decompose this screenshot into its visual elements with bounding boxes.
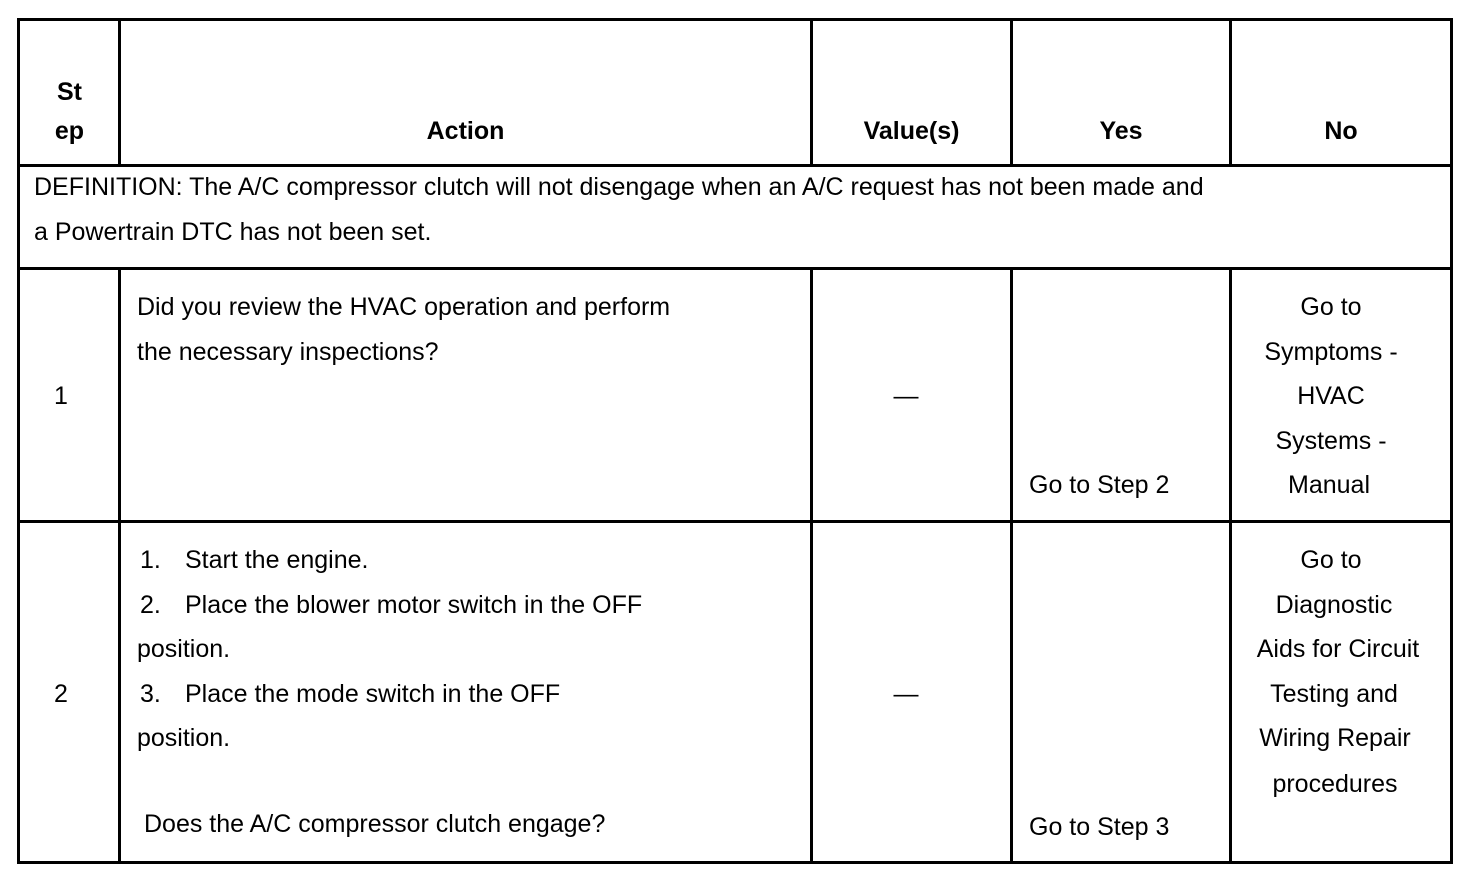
no-link-line[interactable]: Testing and xyxy=(1270,680,1398,708)
no-link-line[interactable]: Diagnostic xyxy=(1275,591,1393,619)
list-item-number: 3. xyxy=(140,680,161,708)
no-link-line[interactable]: procedures xyxy=(1272,770,1398,798)
no-link-line[interactable]: Manual xyxy=(1288,471,1370,499)
step-number: 2 xyxy=(54,680,68,708)
action-text-line: Did you review the HVAC operation and perform xyxy=(137,293,671,321)
table-border-right xyxy=(1450,18,1453,864)
column-divider xyxy=(1010,267,1013,864)
no-link-line[interactable]: Aids for Circuit xyxy=(1256,635,1420,663)
header-yes: Yes xyxy=(1099,117,1143,145)
header-step-line1: St xyxy=(57,78,82,106)
definition-line1: DEFINITION: The A/C compressor clutch will not disengage when an A/C request has not been made and xyxy=(34,173,1204,201)
list-item-text: Place the mode switch in the OFF xyxy=(185,680,561,708)
no-link-line[interactable]: Symptoms - xyxy=(1264,338,1398,366)
yes-link[interactable]: Go to Step 2 xyxy=(1029,471,1170,499)
no-link-line[interactable]: Go to xyxy=(1300,546,1362,574)
action-text-line: the necessary inspections? xyxy=(137,338,439,366)
no-link-line[interactable]: HVAC xyxy=(1297,382,1365,410)
table-border-left xyxy=(17,18,20,864)
column-divider xyxy=(810,267,813,864)
no-link-line[interactable]: Go to xyxy=(1300,293,1362,321)
value-cell: — xyxy=(893,382,919,410)
list-item-text: Place the blower motor switch in the OFF xyxy=(185,591,643,619)
list-item-continuation: position. xyxy=(137,635,231,663)
no-link-line[interactable]: Wiring Repair xyxy=(1259,724,1411,752)
definition-line2: a Powertrain DTC has not been set. xyxy=(34,218,432,246)
table-border-top xyxy=(17,18,1453,21)
header-no: No xyxy=(1324,117,1358,145)
value-cell: — xyxy=(893,680,919,708)
header-action: Action xyxy=(426,117,505,145)
definition-divider xyxy=(17,267,1453,270)
list-item-continuation: position. xyxy=(137,724,231,752)
header-values: Value(s) xyxy=(863,117,960,145)
step-number: 1 xyxy=(54,382,68,410)
action-question: Does the A/C compressor clutch engage? xyxy=(144,810,606,838)
table-border-bottom xyxy=(17,861,1453,864)
list-item-number: 2. xyxy=(140,591,161,619)
header-step-line2: ep xyxy=(54,117,85,145)
yes-link[interactable]: Go to Step 3 xyxy=(1029,813,1170,841)
column-divider xyxy=(118,267,121,864)
no-link-line[interactable]: Systems - xyxy=(1275,427,1387,455)
list-item-text: Start the engine. xyxy=(185,546,369,574)
row-divider xyxy=(17,520,1453,523)
list-item-number: 1. xyxy=(140,546,161,574)
